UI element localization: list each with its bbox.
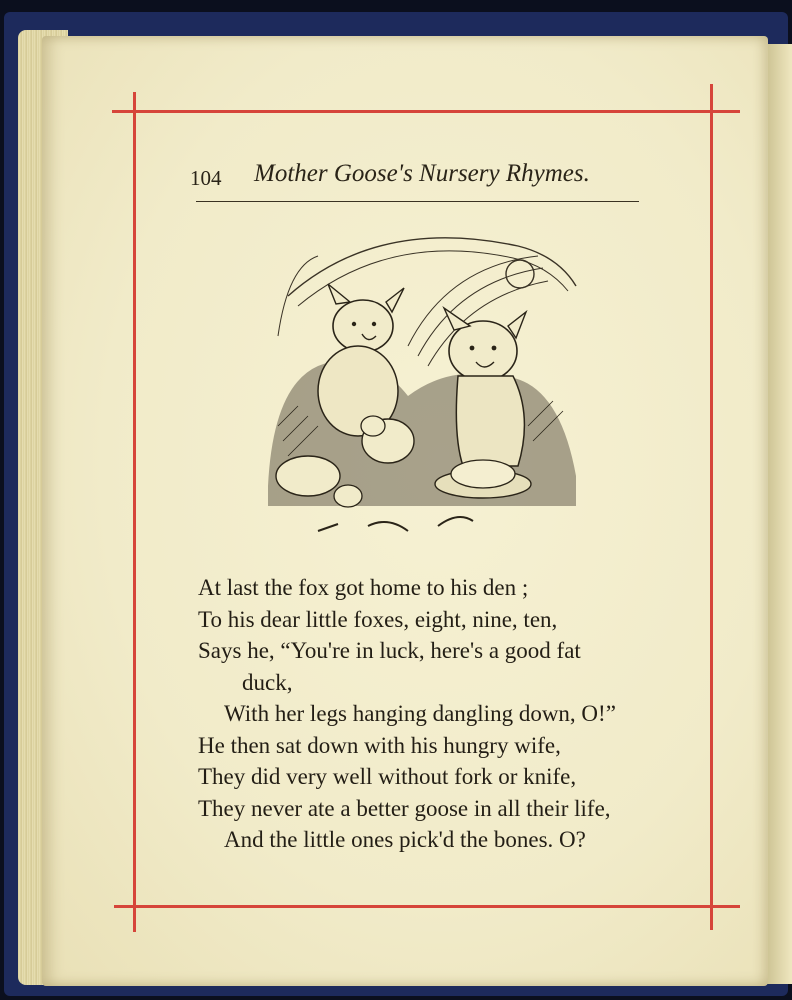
running-title: Mother Goose's Nursery Rhymes. <box>254 160 590 187</box>
fox-family-engraving-icon <box>258 226 588 556</box>
verse-line: Says he, “You're in luck, here's a good fat <box>198 638 581 663</box>
verse-line: And the little ones pick'd the bones. O? <box>224 827 586 852</box>
border-rule-left <box>133 92 136 932</box>
verse-line: duck, <box>242 669 293 695</box>
verse-line: To his dear little foxes, eight, nine, ten, <box>198 606 558 632</box>
border-rule-top <box>112 110 740 113</box>
next-page-edge <box>764 44 792 984</box>
verse <box>198 572 678 856</box>
border-rule-bottom <box>114 905 740 908</box>
verse-line: He then sat down with his hungry wife, <box>198 732 561 758</box>
verse-line: They did very well without fork or knife, <box>198 764 577 789</box>
header-rule <box>196 201 639 202</box>
border-rule-right <box>710 84 713 930</box>
page-number: 104 <box>190 166 222 190</box>
verse-line: They never ate a better goose in all their life, <box>198 795 611 821</box>
verse-line: With her legs hanging dangling down, O!” <box>224 701 616 726</box>
verse-line: At last the fox got home to his den ; <box>198 575 529 600</box>
